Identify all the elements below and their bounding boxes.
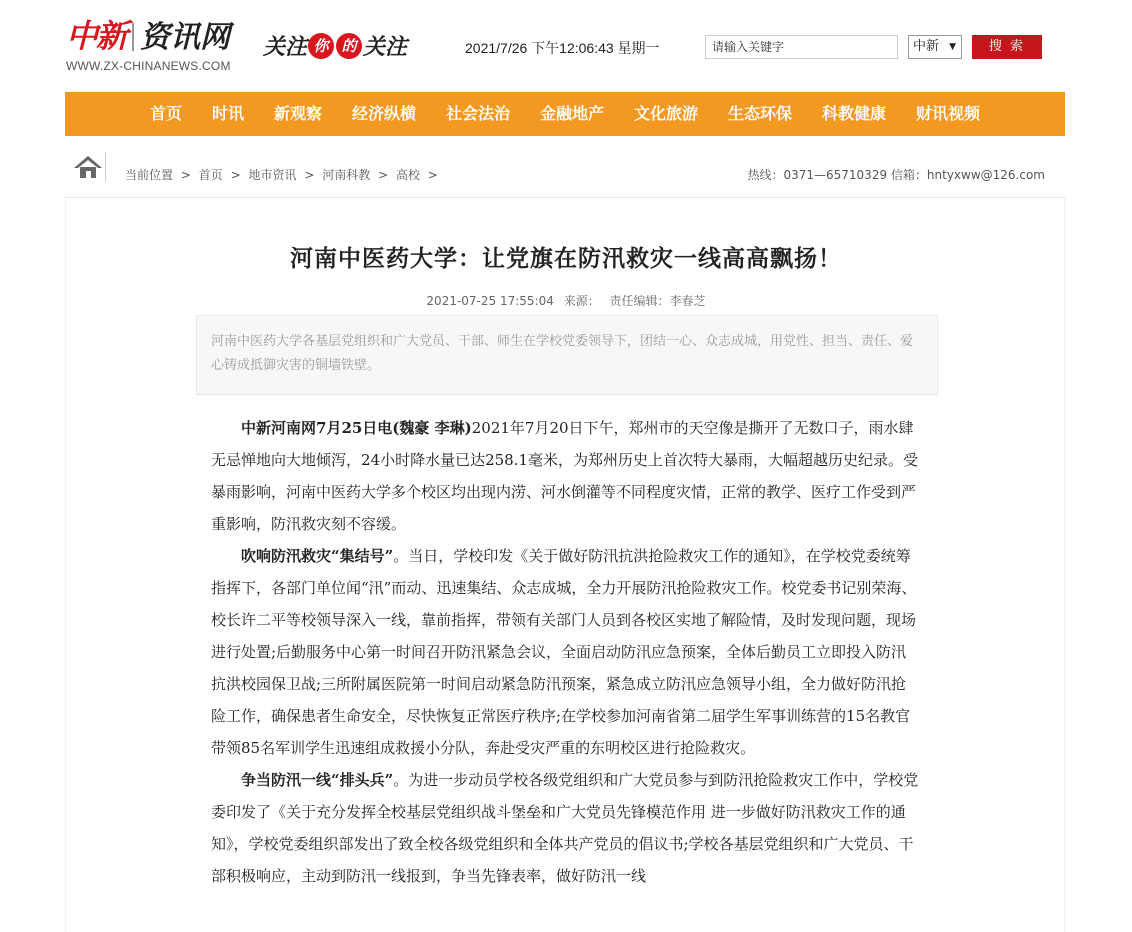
breadcrumb-divider <box>105 152 106 182</box>
nav-item-ecology[interactable]: 生态环保 <box>728 104 793 123</box>
breadcrumb-label: 当前位置 <box>125 168 174 182</box>
nav-item-video[interactable]: 财讯视频 <box>916 104 981 123</box>
logo-url: WWW.ZX-CHINANEWS.COM <box>66 59 231 73</box>
article-summary: 河南中医药大学各基层党组织和广大党员、干部、师生在学校党委领导下，团结一心、众志成城，用党性、担当、责任、爱心铸成抵御灾害的铜墙铁壁。 <box>196 315 938 395</box>
dateline: 中新河南网7月25日电(魏豪 李琳) <box>241 419 472 437</box>
logo-wordmark <box>66 18 231 56</box>
logo-part1: 中新 <box>66 17 127 55</box>
breadcrumb-item-city[interactable]: 地市资讯 <box>248 168 297 182</box>
chevron-down-icon: ▼ <box>949 42 956 52</box>
breadcrumb <box>125 166 442 183</box>
article-body <box>211 412 921 892</box>
logo-separator <box>132 23 134 51</box>
search-button[interactable]: 搜 索 <box>972 35 1042 59</box>
site-logo[interactable] <box>66 18 231 76</box>
slogan-circle-2: 的 <box>336 33 362 59</box>
breadcrumb-item-henan-edu[interactable]: 河南科教 <box>322 168 371 182</box>
breadcrumb-separator: > <box>304 168 315 182</box>
breadcrumb-separator: > <box>230 168 241 182</box>
nav-item-news[interactable]: 时讯 <box>212 104 245 123</box>
search-scope-value: 中新 <box>913 39 940 54</box>
paragraph-text: 2021年7月20日下午，郑州市的天空像是撕开了无数口子，雨水肆无忌惮地向大地倾泻，24小时降水量已达258.1毫米，为郑州历史上首次特大暴雨，大幅超越历史纪录。受暴雨影响，河南中医药大学多个校区均出现内涝、河水倒灌等不同程度灾情，正常的教学、医疗工作受到严重影响，防汛救灾刻不容缓。 <box>211 419 919 533</box>
article-source: 来源： <box>563 294 600 308</box>
article-title: 河南中医药大学：让党旗在防汛救灾一线高高飘扬！ <box>290 245 842 272</box>
nav-item-education[interactable]: 科教健康 <box>822 104 887 123</box>
home-icon[interactable] <box>73 154 105 184</box>
search-scope-select[interactable] <box>908 35 962 59</box>
nav-item-observation[interactable]: 新观察 <box>274 104 323 123</box>
section-heading: 争当防汛一线“排头兵” <box>241 771 394 789</box>
article-date: 2021-07-25 17:55:04 <box>426 294 554 308</box>
breadcrumb-bar <box>65 148 1065 198</box>
nav-item-society[interactable]: 社会法治 <box>446 104 511 123</box>
article-meta <box>66 292 1066 309</box>
slogan-after: 关注 <box>363 34 408 60</box>
article-paragraph <box>211 540 921 764</box>
site-header <box>0 0 1132 92</box>
breadcrumb-separator: > <box>378 168 389 182</box>
breadcrumb-item-home[interactable]: 首页 <box>198 168 223 182</box>
article-paragraph <box>211 764 921 892</box>
logo-part2: 资讯网 <box>140 20 231 55</box>
nav-item-finance[interactable]: 金融地产 <box>540 104 605 123</box>
slogan-before: 关注 <box>263 34 308 60</box>
breadcrumb-item-university[interactable]: 高校 <box>395 168 420 182</box>
paragraph-text: 。当日，学校印发《关于做好防汛抗洪抢险救灾工作的通知》，在学校党委统筹指挥下，各部门单位闻“汛”而动、迅速集结、众志成城，全力开展防汛抢险救灾工作。校党委书记别荣海、校长许二平等校领导深入一线，靠前指挥，带领有关部门人员到各校区实地了解险情，及时发现问题，现场进行处置;后勤服务中心第一时间召开防汛紧急会议，全面启动防汛应急预案，全体后勤员工立即投入防汛抗洪校园保卫战;三所附属医院第一时间启动紧急防汛预案，紧急成立防汛应急领导小组，全力做好防汛抢险工作，确保患者生命安全，尽快恢复正常医疗秩序;在学校参加河南省第二届学生军事训练营的15名教官带领85名军训学生迅速组成救援小分队，奔赴受灾严重的东明校区进行抢险救灾。 <box>211 547 917 757</box>
nav-item-culture[interactable]: 文化旅游 <box>634 104 699 123</box>
current-datetime: 2021/7/26 下午12:06:43 星期一 <box>465 40 660 56</box>
article <box>65 198 1065 932</box>
breadcrumb-separator: > <box>427 168 438 182</box>
main-nav <box>65 92 1065 136</box>
nav-item-home[interactable]: 首页 <box>150 104 183 123</box>
breadcrumb-separator: > <box>180 168 191 182</box>
article-paragraph <box>211 412 921 540</box>
contact-hotline: 热线：0371—65710329 信箱：hntyxww@126.com <box>747 168 1045 182</box>
paragraph-text: 。为进一步动员学校各级党组织和广大党员参与到防汛抢险救灾工作中，学校党委印发了《关于充分发挥全校基层党组织战斗堡垒和广大党员先锋模范作用 进一步做好防汛救灾工作的通知》，学校党委组织部发出了致全校各级党组织和全体共产党员的倡议书;学校各基层党组织和广大党员、干部积极响应，主动到防汛一线报到，争当先锋表率，做好防汛一线 <box>211 771 919 885</box>
slogan-circle-1: 你 <box>308 33 334 59</box>
section-heading: 吹响防汛救灾“集结号” <box>241 547 394 565</box>
article-editor: 责任编辑：李春芝 <box>609 294 706 308</box>
search-input[interactable]: 请输入关键字 <box>705 35 898 59</box>
nav-item-economy[interactable]: 经济纵横 <box>352 104 417 123</box>
slogan <box>263 30 407 61</box>
